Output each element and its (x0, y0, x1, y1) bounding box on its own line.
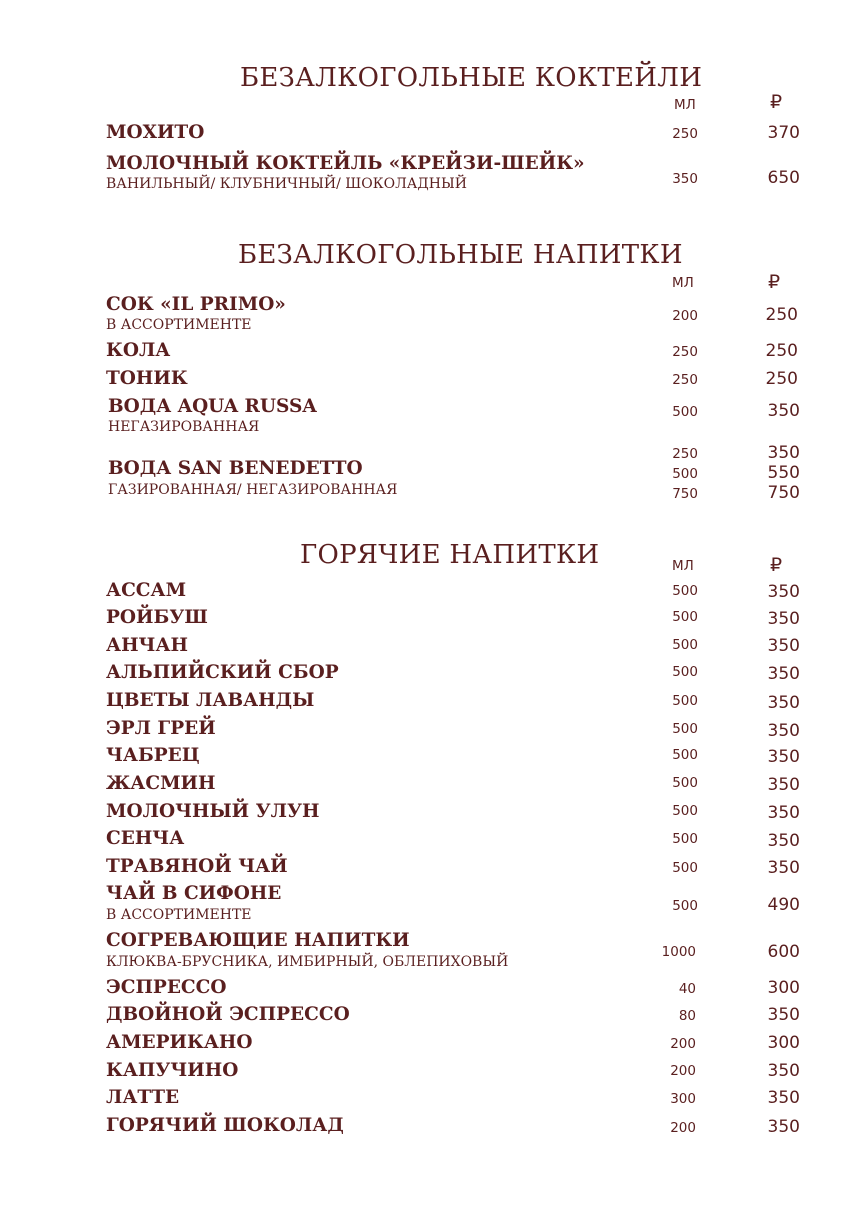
menu-item-description: НЕГАЗИРОВАННАЯ (108, 419, 260, 435)
menu-item-description: КЛЮКВА-БРУСНИКА, ИМБИРНЫЙ, ОБЛЕПИХОВЫЙ (106, 954, 509, 970)
menu-item-volume: 500 (672, 860, 698, 876)
menu-item-name: ЭРЛ ГРЕЙ (106, 718, 216, 739)
menu-item-name: ГОРЯЧИЙ ШОКОЛАД (106, 1115, 344, 1136)
volume-unit-header: МЛ (672, 558, 694, 574)
menu-item-price: 350 (767, 609, 800, 629)
menu-item-volume: 500 (672, 775, 698, 791)
currency-header: ₽ (770, 554, 783, 576)
menu-item-price: 350 (767, 721, 800, 741)
menu-item-name: АМЕРИКАНО (106, 1032, 253, 1053)
menu-item-volume: 80 (678, 1008, 696, 1024)
currency-header: ₽ (770, 91, 783, 113)
menu-item-volume: 500 (672, 747, 698, 763)
menu-item-price: 350 (767, 1005, 800, 1025)
menu-item-volume: 500 (672, 898, 698, 914)
menu-item-price: 750 (767, 483, 800, 503)
volume-unit-header: МЛ (674, 97, 696, 113)
menu-item-price: 370 (767, 123, 800, 143)
menu-item-volume: 500 (672, 609, 698, 625)
menu-item-volume: 500 (672, 664, 698, 680)
menu-item-name: МОЛОЧНЫЙ УЛУН (106, 801, 320, 822)
menu-item-name: ДВОЙНОЙ ЭСПРЕССО (106, 1004, 350, 1025)
menu-item-description: В АССОРТИМЕНТЕ (106, 317, 252, 333)
menu-item-volume: 200 (670, 1036, 696, 1052)
menu-item-price: 600 (767, 942, 800, 962)
menu-item-description: ГАЗИРОВАННАЯ/ НЕГАЗИРОВАННАЯ (108, 482, 398, 498)
menu-item-description: ВАНИЛЬНЫЙ/ КЛУБНИЧНЫЙ/ ШОКОЛАДНЫЙ (106, 176, 467, 192)
menu-item-name: ВОДА AQUA RUSSA (108, 396, 317, 417)
menu-item-name: ТРАВЯНОЙ ЧАЙ (106, 856, 288, 877)
menu-item-name: ВОДА SAN BENEDETTO (108, 458, 363, 479)
menu-item-price: 350 (767, 443, 800, 463)
menu-item-volume: 500 (672, 466, 698, 482)
menu-item-name: СОГРЕВАЮЩИЕ НАПИТКИ (106, 930, 410, 951)
menu-item-volume: 250 (672, 446, 698, 462)
section-title-cocktails: БЕЗАЛКОГОЛЬНЫЕ КОКТЕЙЛИ (240, 63, 703, 93)
volume-unit-header: МЛ (672, 275, 694, 291)
menu-item-name: ЖАСМИН (106, 773, 216, 794)
menu-item-price: 550 (767, 463, 800, 483)
menu-item-volume: 500 (672, 721, 698, 737)
menu-item-volume: 200 (670, 1063, 696, 1079)
menu-item-name: ЛАТТЕ (106, 1087, 180, 1108)
menu-item-price: 250 (765, 341, 798, 361)
menu-item-name: МОХИТО (106, 122, 205, 143)
menu-item-name: АССАМ (106, 580, 187, 601)
menu-item-description: В АССОРТИМЕНТЕ (106, 907, 252, 923)
menu-item-name: СЕНЧА (106, 828, 185, 849)
menu-item-volume: 500 (672, 831, 698, 847)
menu-item-volume: 200 (670, 1120, 696, 1136)
menu-item-name: КАПУЧИНО (106, 1060, 239, 1081)
menu-item-price: 350 (767, 1061, 800, 1081)
menu-item-name: ЭСПРЕССО (106, 977, 227, 998)
menu-item-price: 650 (767, 168, 800, 188)
currency-header: ₽ (768, 271, 781, 293)
menu-item-price: 350 (767, 693, 800, 713)
menu-item-name: АНЧАН (106, 635, 188, 656)
menu-item-price: 350 (767, 1088, 800, 1108)
menu-item-price: 490 (767, 895, 800, 915)
menu-item-volume: 40 (678, 981, 696, 997)
menu-item-price: 350 (767, 636, 800, 656)
menu-item-name: ЦВЕТЫ ЛАВАНДЫ (106, 690, 315, 711)
menu-item-name: ТОНИК (106, 368, 188, 389)
menu-item-volume: 500 (672, 583, 698, 599)
menu-item-volume: 200 (672, 308, 698, 324)
menu-item-price: 350 (767, 775, 800, 795)
menu-item-price: 350 (767, 664, 800, 684)
menu-item-volume: 500 (672, 404, 698, 420)
menu-item-price: 350 (767, 858, 800, 878)
menu-item-name: ЧАБРЕЦ (106, 745, 200, 766)
menu-item-price: 350 (767, 803, 800, 823)
menu-item-price: 250 (765, 369, 798, 389)
menu-item-volume: 250 (672, 372, 698, 388)
menu-item-price: 300 (767, 978, 800, 998)
menu-item-volume: 250 (672, 126, 698, 142)
section-title-soft-drinks: БЕЗАЛКОГОЛЬНЫЕ НАПИТКИ (238, 240, 683, 270)
menu-item-price: 300 (767, 1033, 800, 1053)
menu-item-price: 350 (767, 582, 800, 602)
menu-item-price: 350 (767, 831, 800, 851)
menu-item-price: 350 (767, 401, 800, 421)
section-title-hot-drinks: ГОРЯЧИЕ НАПИТКИ (300, 540, 600, 570)
menu-item-name: СОК «IL PRIMO» (106, 294, 286, 315)
menu-item-volume: 250 (672, 344, 698, 360)
menu-item-name: МОЛОЧНЫЙ КОКТЕЙЛЬ «КРЕЙЗИ-ШЕЙК» (106, 153, 585, 174)
menu-item-volume: 300 (670, 1091, 696, 1107)
menu-item-price: 350 (767, 1117, 800, 1137)
menu-item-name: КОЛА (106, 340, 171, 361)
menu-item-volume: 500 (672, 637, 698, 653)
menu-item-name: ЧАЙ В СИФОНЕ (106, 883, 282, 904)
menu-item-name: АЛЬПИЙСКИЙ СБОР (106, 662, 339, 683)
menu-item-volume: 750 (672, 486, 698, 502)
menu-item-price: 250 (765, 305, 798, 325)
menu-item-price: 350 (767, 747, 800, 767)
menu-item-volume: 500 (672, 693, 698, 709)
menu-item-volume: 500 (672, 803, 698, 819)
menu-item-volume: 1000 (661, 944, 696, 960)
menu-item-volume: 350 (672, 171, 698, 187)
menu-item-name: РОЙБУШ (106, 607, 208, 628)
